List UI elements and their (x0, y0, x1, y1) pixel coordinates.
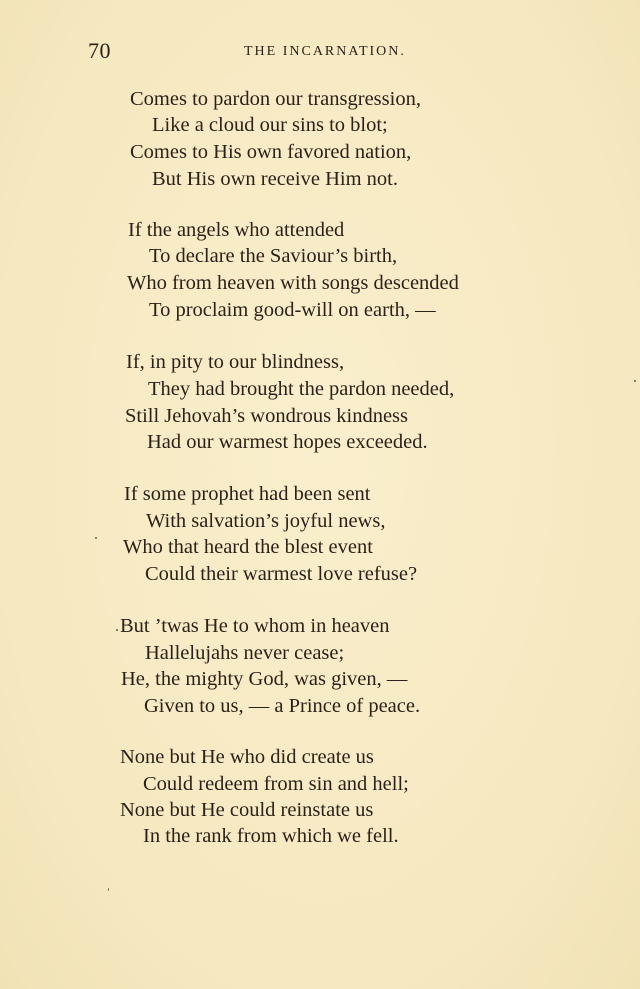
verse-line: To declare the Saviour’s birth, (149, 245, 398, 267)
verse-line: Could their warmest love refuse? (145, 563, 418, 585)
verse-line: Could redeem from sin and hell; (143, 773, 409, 795)
verse-line: Comes to His own favored nation, (130, 141, 412, 163)
verse-line: If the angels who attended (128, 219, 345, 241)
print-speck (108, 888, 109, 891)
verse-line: Who that heard the blest event (123, 536, 373, 558)
print-speck (95, 537, 97, 539)
verse-line: In the rank from which we fell. (143, 825, 399, 847)
verse-line: But His own receive Him not. (152, 168, 398, 190)
verse-line: If, in pity to our blindness, (126, 351, 345, 373)
page-number: 70 (88, 38, 111, 63)
verse-line: Had our warmest hopes exceeded. (147, 431, 428, 453)
verse-line: None but He who did create us (120, 746, 374, 768)
verse-line: With salvation’s joyful news, (146, 510, 386, 532)
print-speck (634, 380, 636, 382)
verse-line: None but He could reinstate us (120, 799, 374, 821)
verse-line: Hallelujahs never cease; (145, 642, 345, 664)
verse-line: Like a cloud our sins to blot; (152, 114, 388, 136)
verse-line: Comes to pardon our transgression, (130, 88, 421, 110)
verse-line: If some prophet had been sent (124, 483, 371, 505)
print-speck (116, 629, 118, 631)
verse-line: He, the mighty God, was given, — (121, 668, 408, 690)
verse-line: But ’twas He to whom in heaven (120, 615, 390, 637)
verse-line: Who from heaven with songs descended (127, 272, 459, 294)
running-head: THE INCARNATION. (244, 44, 406, 59)
verse-line: To proclaim good-will on earth, — (149, 299, 436, 321)
verse-line: Given to us, — a Prince of peace. (144, 695, 421, 717)
verse-line: They had brought the pardon needed, (148, 378, 455, 400)
verse-line: Still Jehovah’s wondrous kindness (125, 405, 409, 427)
